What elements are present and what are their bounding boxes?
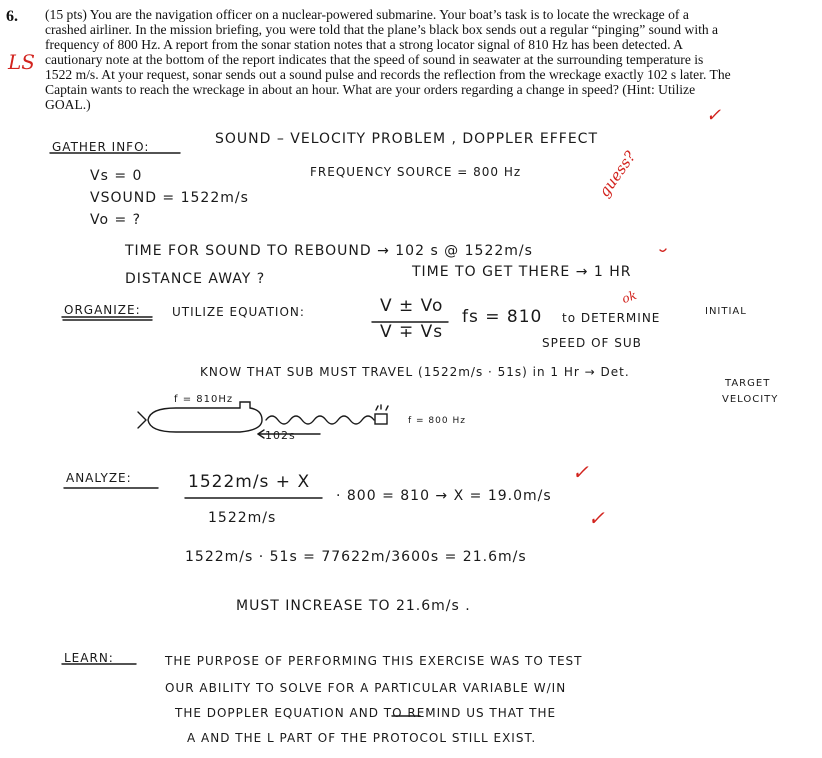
problem-line: GOAL.) (45, 97, 91, 112)
analyze-conclusion: MUST INCREASE TO 21.6m/s . (236, 598, 471, 614)
grader-check-mark: ✓ (588, 506, 605, 530)
gather-heading: SOUND – VELOCITY PROBLEM , DOPPLER EFFECT (215, 131, 599, 147)
organize-equation-denominator: V ∓ Vs (380, 322, 444, 342)
gather-time-rebound: TIME FOR SOUND TO REBOUND → 102 s @ 1522m/s (125, 243, 533, 259)
grader-initials: LS (8, 50, 35, 74)
organize-target-1: TARGET (725, 378, 771, 389)
problem-line: frequency of 800 Hz. A report from the sonar station notes that a strong locator signal of 810 Hz has been detected. A (45, 37, 683, 52)
grader-check-mark: ✓ (572, 460, 589, 484)
submarine-drawing (148, 402, 262, 432)
organize-fs: fs = 810 (462, 307, 543, 327)
blackbox-drawing (375, 414, 387, 424)
analyze-label: ANALYZE: (66, 471, 132, 485)
gather-distance: DISTANCE AWAY ? (125, 271, 266, 287)
learn-line: THE PURPOSE OF PERFORMING THIS EXERCISE WAS TO TEST (165, 654, 583, 668)
organize-initial: INITIAL (705, 306, 747, 317)
learn-line: A AND THE L PART OF THE PROTOCOL STILL EXIST. (187, 731, 537, 745)
organize-equation-numerator: V ± Vo (380, 296, 444, 316)
gather-frequency: FREQUENCY SOURCE = 800 Hz (310, 165, 522, 179)
organize-speed: SPEED OF SUB (542, 336, 642, 350)
organize-text: UTILIZE EQUATION: (172, 305, 305, 319)
grader-guess-note: guess? (595, 147, 640, 201)
problem-line: crashed airliner. In the mission briefing, you were told that the plane’s black box sends out a regular “pinging” sound with a (45, 22, 719, 37)
gather-vsound: VSOUND = 1522m/s (90, 190, 249, 206)
organize-to-determine: to DETERMINE (562, 311, 661, 325)
gather-time-get: TIME TO GET THERE → 1 HR (412, 264, 632, 280)
grader-check-mark: ✓ (706, 105, 722, 126)
organize-target-2: VELOCITY (722, 394, 779, 405)
problem-line: cautionary note at the bottom of the report indicates that the speed of sound in seawater at the surrounding temperature is (45, 52, 704, 67)
organize-know: KNOW THAT SUB MUST TRAVEL (1522m/s · 51s) in 1 Hr → Det. (200, 365, 630, 379)
problem-line: (15 pts) You are the navigation officer on a nuclear-powered submarine. Your boat’s task is to locate the wreckage of a (45, 7, 689, 22)
gather-vo: Vo = ? (90, 212, 142, 228)
analyze-numerator: 1522m/s + X (188, 472, 311, 492)
submarine-tail (138, 412, 146, 428)
gather-label: GATHER INFO: (52, 140, 150, 154)
learn-line: THE DOPPLER EQUATION AND TO REMIND US THAT THE (175, 706, 557, 720)
organize-label: ORGANIZE: (64, 303, 141, 317)
time-arrow-label: 102s (265, 429, 296, 442)
grader-ok-note: ok (620, 287, 639, 307)
learn-line: OUR ABILITY TO SOLVE FOR A PARTICULAR VARIABLE W/IN (165, 681, 567, 695)
problem-number: 6. (6, 8, 18, 25)
analyze-result: · 800 = 810 → X = 19.0m/s (336, 488, 552, 504)
gather-vs: Vs = 0 (90, 168, 143, 184)
blackbox-ping-marks (376, 405, 388, 410)
problem-line: 1522 m/s. At your request, sonar sends out a sound pulse and records the reflection from the wreckage exactly 102 s later. The (45, 67, 731, 82)
analyze-denominator: 1522m/s (208, 510, 277, 526)
sound-wave-squiggle (266, 416, 374, 424)
problem-line: Captain wants to reach the wreckage in about an hour. What are your orders regarding a change in speed? (Hint: Utilize (45, 82, 696, 97)
analyze-distance-calc: 1522m/s · 51s = 77622m/3600s = 21.6m/s (185, 549, 527, 565)
blackbox-frequency-label: f = 800 Hz (408, 416, 466, 426)
grader-tick (660, 249, 666, 251)
submarine-frequency-label: f = 810Hz (174, 394, 234, 405)
learn-label: LEARN: (64, 651, 114, 665)
